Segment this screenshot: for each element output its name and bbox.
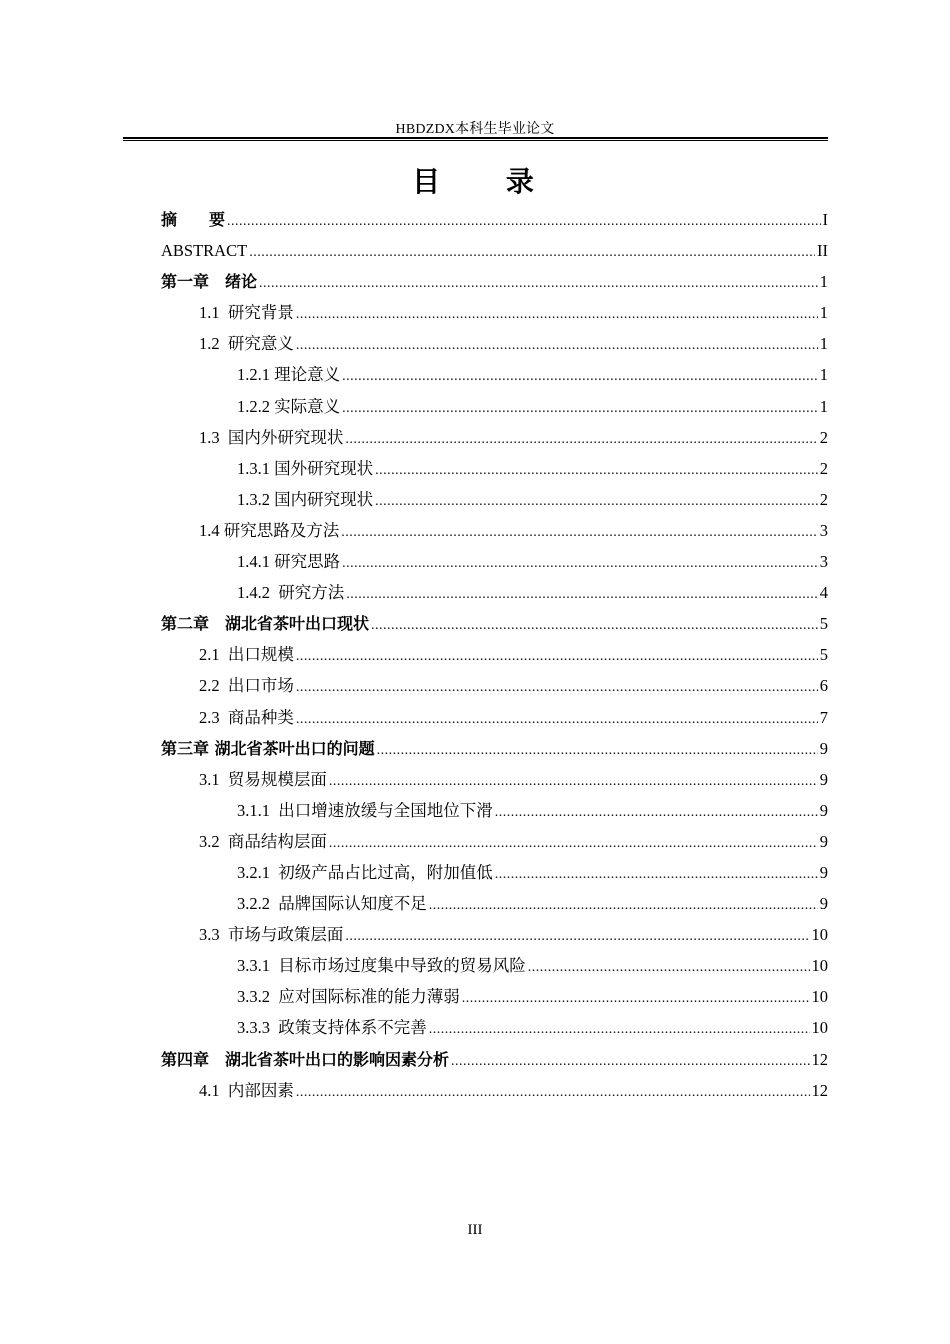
toc-entry-page: 6	[819, 676, 828, 696]
toc-dot-leader	[342, 548, 818, 579]
toc-entry-page: 9	[819, 800, 828, 820]
toc-dot-leader	[341, 517, 818, 548]
toc-entry[interactable]	[161, 639, 828, 670]
toc-entry-page: 9	[819, 862, 828, 882]
toc-entry[interactable]	[161, 422, 828, 453]
toc-entry[interactable]	[161, 577, 828, 608]
toc-entry-page: 2	[819, 458, 828, 478]
toc-dot-leader	[451, 1046, 809, 1077]
toc-entry-label: 2.3 商品种类	[199, 707, 294, 727]
toc-entry-label: 1.3 国内外研究现状	[199, 427, 344, 447]
toc-dot-leader	[375, 455, 818, 486]
toc-entry[interactable]	[161, 546, 828, 577]
toc-entry-page: 9	[819, 769, 828, 789]
toc-entry-page: 2	[819, 489, 828, 509]
toc-entry-page: 1	[819, 303, 828, 323]
toc-dot-leader	[259, 268, 818, 299]
toc-entry-page: 1	[819, 365, 828, 385]
toc-entry-page: 10	[811, 1018, 828, 1038]
toc-entry[interactable]	[161, 515, 828, 546]
toc-entry-label: 3.2.1 初级产品占比过高，附加值低	[237, 862, 493, 882]
toc-entry[interactable]	[161, 702, 828, 733]
toc-dot-leader	[296, 704, 818, 735]
toc-entry-page: 1	[819, 334, 828, 354]
toc-entry-page: 5	[819, 645, 828, 665]
toc-entry[interactable]	[161, 764, 828, 795]
toc-dot-leader	[296, 299, 818, 330]
toc-entry-label: 1.4.2 研究方法	[237, 583, 345, 603]
toc-dot-leader	[249, 237, 815, 268]
toc-dot-leader	[296, 672, 818, 703]
toc-entry-page: 10	[811, 956, 828, 976]
toc-entry[interactable]	[161, 795, 828, 826]
toc-dot-leader	[375, 486, 818, 517]
toc-entry[interactable]	[161, 826, 828, 857]
toc-entry-label: 第二章 湖北省茶叶出口现状	[161, 614, 370, 634]
toc-dot-leader	[342, 361, 818, 392]
toc-entry-label: 3.1 贸易规模层面	[199, 769, 327, 789]
toc-dot-leader	[346, 579, 818, 610]
toc-entry-label: 3.3 市场与政策层面	[199, 925, 344, 945]
toc-entry[interactable]	[161, 235, 828, 266]
toc-dot-leader	[296, 1077, 810, 1108]
toc-entry[interactable]	[161, 608, 828, 639]
toc-entry-label: ABSTRACT	[161, 241, 248, 261]
toc-entry[interactable]	[161, 1075, 828, 1106]
toc-dot-leader	[329, 828, 818, 859]
toc-entry[interactable]	[161, 670, 828, 701]
toc-entry-page: 9	[819, 894, 828, 914]
toc-entry-page: II	[817, 241, 828, 261]
toc-entry[interactable]	[161, 359, 828, 390]
toc-entry-label: 1.2 研究意义	[199, 334, 294, 354]
toc-dot-leader	[495, 797, 818, 828]
toc-entry[interactable]	[161, 391, 828, 422]
toc-entry-page: I	[822, 210, 828, 229]
toc-dot-leader	[528, 952, 810, 983]
toc-entry-label: 第四章 湖北省茶叶出口的影响因素分析	[161, 1049, 450, 1069]
toc-entry-page: 3	[819, 520, 828, 540]
toc-entry[interactable]	[161, 733, 828, 764]
toc-entry-page: 3	[819, 552, 828, 572]
toc-entry-page: 2	[819, 427, 828, 447]
toc-entry-label: 第一章 绪论	[161, 272, 258, 292]
toc-dot-leader	[227, 206, 820, 237]
toc-dot-leader	[377, 735, 818, 766]
toc-dot-leader	[342, 393, 818, 424]
toc-entry-page: 4	[819, 583, 828, 603]
toc-entry-label: 2.2 出口市场	[199, 676, 294, 696]
toc-entry-label: 1.4 研究思路及方法	[199, 520, 340, 540]
toc-entry-label: 1.2.2 实际意义	[237, 396, 341, 416]
toc-dot-leader	[296, 330, 818, 361]
toc-dot-leader	[296, 641, 818, 672]
toc-entry-page: 1	[819, 272, 828, 292]
toc-entry[interactable]	[161, 888, 828, 919]
toc-entry[interactable]	[161, 1044, 828, 1075]
toc-entry-label: 3.2 商品结构层面	[199, 831, 327, 851]
page-title: 目 录	[412, 165, 562, 198]
toc-dot-leader	[345, 424, 817, 455]
toc-dot-leader	[429, 890, 818, 921]
header-rule	[123, 137, 828, 141]
toc-entry[interactable]	[161, 328, 828, 359]
table-of-contents	[161, 204, 828, 1106]
toc-entry-page: 12	[811, 1049, 828, 1069]
toc-entry[interactable]	[161, 1012, 828, 1043]
toc-dot-leader	[329, 766, 818, 797]
toc-dot-leader	[429, 1014, 810, 1045]
toc-dot-leader	[462, 983, 810, 1014]
toc-entry[interactable]	[161, 204, 828, 235]
toc-entry[interactable]	[161, 857, 828, 888]
toc-dot-leader	[371, 610, 818, 641]
toc-entry-page: 10	[811, 925, 828, 945]
toc-entry-page: 9	[819, 831, 828, 851]
toc-entry-page: 9	[819, 738, 828, 758]
toc-entry[interactable]	[161, 297, 828, 328]
toc-entry-page: 10	[811, 987, 828, 1007]
toc-entry[interactable]	[161, 453, 828, 484]
toc-entry-page: 1	[819, 396, 828, 416]
toc-entry[interactable]	[161, 981, 828, 1012]
toc-entry-label: 3.3.2 应对国际标准的能力薄弱	[237, 987, 460, 1007]
toc-entry-page: 5	[819, 614, 828, 634]
toc-entry-label: 3.3.1 目标市场过度集中导致的贸易风险	[237, 956, 526, 976]
toc-dot-leader	[495, 859, 818, 890]
toc-entry-label: 1.1 研究背景	[199, 303, 294, 323]
page-number: III	[467, 1222, 483, 1238]
toc-entry-label: 4.1 内部因素	[199, 1080, 294, 1100]
toc-entry[interactable]	[161, 484, 828, 515]
toc-entry[interactable]	[161, 950, 828, 981]
toc-entry-label: 3.3.3 政策支持体系不完善	[237, 1018, 427, 1038]
toc-entry-page: 12	[811, 1080, 828, 1100]
toc-dot-leader	[345, 921, 809, 952]
toc-entry-label: 1.3.1 国外研究现状	[237, 458, 374, 478]
toc-entry-label: 摘 要	[161, 210, 226, 229]
toc-entry-label: 2.1 出口规模	[199, 645, 294, 665]
running-header: HBDZDX本科生毕业论文	[395, 122, 555, 137]
toc-entry-label: 3.2.2 品牌国际认知度不足	[237, 894, 427, 914]
toc-entry-label: 第三章 湖北省茶叶出口的问题	[161, 738, 375, 758]
toc-entry[interactable]	[161, 919, 828, 950]
toc-entry-label: 3.1.1 出口增速放缓与全国地位下滑	[237, 800, 493, 820]
toc-entry-label: 1.2.1 理论意义	[237, 365, 341, 385]
toc-entry-label: 1.3.2 国内研究现状	[237, 489, 374, 509]
toc-entry[interactable]	[161, 266, 828, 297]
toc-entry-page: 7	[819, 707, 828, 727]
toc-entry-label: 1.4.1 研究思路	[237, 552, 341, 572]
